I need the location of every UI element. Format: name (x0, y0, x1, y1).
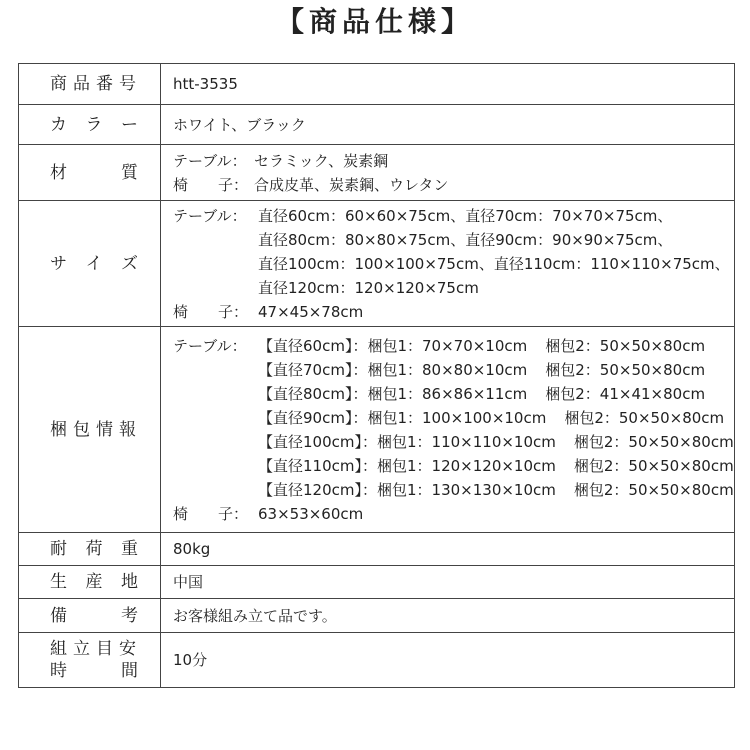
spec-value-cell (161, 327, 735, 533)
material-table-prefix: テーブル： (173, 151, 247, 170)
material-table-value: セラミック、炭素鋼 (254, 151, 389, 170)
packaging-pkg1: 【直径80cm】：梱包1：86×86×11cm (258, 384, 528, 403)
spec-row-load-capacity (19, 533, 735, 566)
spec-row-size (19, 201, 735, 327)
packaging-label: 梱包情報 (50, 419, 142, 440)
material-chair-prefix: 椅 子： (173, 175, 249, 194)
packaging-line (173, 358, 734, 382)
packaging-line (173, 382, 734, 406)
page-title: 【商品仕様】 (275, 5, 474, 38)
packaging-pkg2: 梱包2：50×50×80cm (573, 432, 734, 451)
spec-row-material (19, 145, 735, 201)
origin-value: 中国 (173, 573, 204, 591)
load-capacity-label: 耐 荷 重 (50, 539, 138, 559)
packaging-pkg1: 【直径120cm】：梱包1：130×130×10cm (258, 480, 556, 499)
packaging-chair-value: 63×53×60cm (258, 504, 364, 523)
spec-value-cell (161, 533, 735, 566)
spec-value-cell (161, 599, 735, 633)
assembly-time-label-line2: 時 間 (50, 661, 138, 681)
spec-label-cell (19, 566, 161, 599)
assembly-time-label-line1: 組立目安 (50, 639, 142, 659)
packaging-chair-prefix: 椅 子： (173, 504, 249, 523)
packaging-pkg1: 【直径90cm】：梱包1：100×100×10cm (258, 408, 547, 427)
spec-label-cell (19, 599, 161, 633)
size-chair-line (173, 300, 734, 324)
packaging-pkg2: 梱包2：50×50×80cm (564, 408, 725, 427)
packaging-line (173, 454, 734, 478)
packaging-table-prefix: テーブル： (173, 336, 247, 355)
spec-label-cell (19, 633, 161, 688)
spec-label-cell (19, 64, 161, 105)
product-number-label: 商品番号 (50, 74, 142, 94)
color-value: ホワイト、ブラック (173, 115, 306, 134)
size-line: 直径120cm：120×120×75cm (258, 278, 479, 297)
packaging-pkg2: 梱包2：50×50×80cm (545, 360, 706, 379)
size-table-prefix: テーブル： (173, 206, 247, 225)
spec-row-assembly-time (19, 633, 735, 688)
spec-table (18, 63, 735, 688)
spec-label-cell (19, 327, 161, 533)
packaging-line (173, 334, 734, 358)
size-table-line (173, 204, 734, 228)
material-table-line (173, 149, 734, 173)
load-capacity-value: 80kg (173, 540, 211, 558)
notes-value: お客様組み立て品です。 (173, 606, 337, 625)
spec-row-origin (19, 566, 735, 599)
material-chair-line (173, 173, 734, 197)
packaging-pkg2: 梱包2：41×41×80cm (545, 384, 706, 403)
color-label: カ ラ ー (50, 114, 138, 135)
packaging-line (173, 478, 734, 502)
spec-label-cell (19, 201, 161, 327)
spec-value-cell (161, 633, 735, 688)
packaging-pkg2: 梱包2：50×50×80cm (545, 336, 706, 355)
packaging-chair-line (173, 502, 734, 526)
notes-label: 備 考 (50, 605, 138, 626)
material-label: 材 質 (50, 162, 138, 183)
spec-row-notes (19, 599, 735, 633)
product-number-value: htt-3535 (173, 75, 238, 93)
spec-value-cell (161, 145, 735, 201)
packaging-line (173, 430, 734, 454)
spec-value-cell (161, 566, 735, 599)
packaging-pkg1: 【直径70cm】：梱包1：80×80×10cm (258, 360, 528, 379)
spec-value-cell (161, 201, 735, 327)
size-line: 直径80cm：80×80×75cm、直径90cm：90×90×75cm、 (258, 230, 673, 249)
packaging-pkg1: 【直径100cm】：梱包1：110×110×10cm (258, 432, 556, 451)
packaging-line (173, 406, 734, 430)
size-line: 直径60cm：60×60×75cm、直径70cm：70×70×75cm、 (258, 206, 673, 225)
size-chair-prefix: 椅 子： (173, 302, 249, 321)
spec-label-cell (19, 145, 161, 201)
packaging-pkg2: 梱包2：50×50×80cm (573, 480, 734, 499)
size-label: サ イ ズ (50, 253, 138, 274)
spec-row-color (19, 105, 735, 145)
spec-value-cell (161, 64, 735, 105)
spec-row-packaging (19, 327, 735, 533)
spec-label-cell (19, 533, 161, 566)
material-chair-value: 合成皮革、炭素鋼、ウレタン (254, 175, 449, 194)
size-line: 直径100cm：100×100×75cm、直径110cm：110×110×75cm、 (258, 254, 730, 273)
packaging-pkg1: 【直径110cm】：梱包1：120×120×10cm (258, 456, 556, 475)
spec-label-cell (19, 105, 161, 145)
origin-label: 生 産 地 (50, 572, 138, 592)
packaging-pkg2: 梱包2：50×50×80cm (573, 456, 734, 475)
packaging-pkg1: 【直径60cm】：梱包1：70×70×10cm (258, 336, 528, 355)
spec-value-cell (161, 105, 735, 145)
assembly-time-value: 10分 (173, 651, 208, 669)
size-chair-value: 47×45×78cm (258, 302, 364, 321)
spec-row-product-number (19, 64, 735, 105)
